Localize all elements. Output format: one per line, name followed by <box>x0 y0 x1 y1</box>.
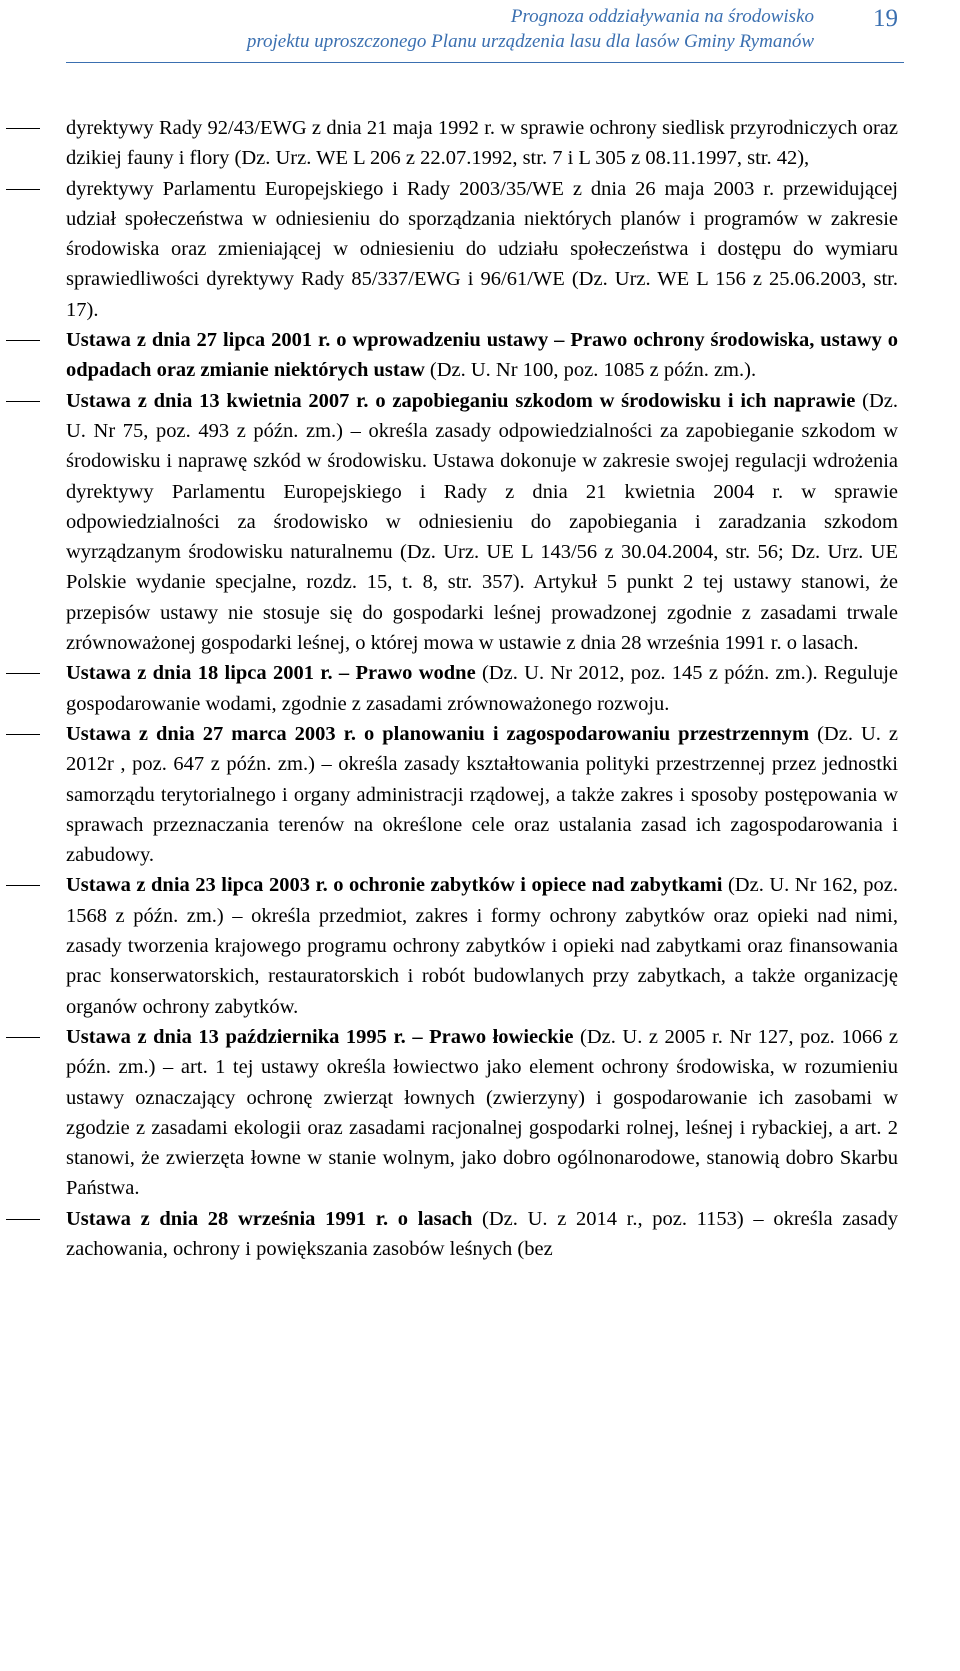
dash-bullet-icon <box>6 870 46 900</box>
item-text: dyrektywy Parlamentu Europejskiego i Rady 2003/35/WE z dnia 26 maja 2003 r. przewidującej udział społeczeństwa w odniesieniu do sporządzania niektórych planów i programów w zakresie środowiska oraz zmieniającej w odniesieniu do udziału społeczeństwa i dostępu do wymiaru sprawiedliwości dyrektywy Rady 85/337/EWG i 96/61/WE (Dz. Urz. WE L 156 z 25.06.2003, str. 17). <box>66 177 898 321</box>
item-text: (Dz. U. z 2005 r. Nr 127, poz. 1066 z późn. zm.) – art. 1 tej ustawy określa łowiectwo jako element ochrony środowiska, w rozumieniu ustawy oznaczający ochronę zwierząt łownych (zwierzyny) i gospodarowanie ich zasobami w zgodzie z zasadami ekologii oraz zasadami racjonalnej gospodarki rolnej, leśnej i rybackiej, a art. 2 stanowi, że zwierzęta łowne w stanie wolnym, jako dobro ogólnonarodowe, stanowią dobro Skarbu Państwa. <box>66 1025 898 1200</box>
item-text: (Dz. U. Nr 75, poz. 493 z późn. zm.) – określa zasady odpowiedzialności za zapobieganie szkodom w środowisku i naprawę szkód w środowisku. Ustawa dokonuje w zakresie swojej regulacji wdrożenia dyrektywy Parlamentu Europejskiego i Rady z dnia 21 kwietnia 2004 r. w sprawie odpowiedzialności za środowisko w odniesieniu do zapobiegania i zaradzania szkodom wyrządzanym środowisku naturalnemu (Dz. Urz. UE L 143/56 z 30.04.2004, str. 56; Dz. Urz. UE Polskie wydanie specjalne, rozdz. 15, t. 8, str. 357). Artykuł 5 punkt 2 tej ustawy stanowi, że przepisów ustawy nie stosuje się do gospodarki leśnej prowadzonej zgodnie z zasadami trwale zrównoważonej gospodarki leśnej, o której mowa w ustawie z dnia 28 września 1991 r. o lasach. <box>66 389 898 655</box>
item-bold-text: Ustawa z dnia 13 października 1995 r. – Prawo łowieckie <box>66 1025 574 1048</box>
document-body <box>0 113 960 1264</box>
item-bold-text: Ustawa z dnia 27 marca 2003 r. o planowaniu i zagospodarowaniu przestrzennym <box>66 722 810 745</box>
running-header <box>247 4 814 54</box>
item-bold-text: Ustawa z dnia 23 lipca 2003 r. o ochronie zabytków i opiece nad zabytkami <box>66 874 723 897</box>
dash-bullet-icon <box>6 113 46 143</box>
list-item <box>0 386 960 659</box>
dash-bullet-icon <box>6 386 46 416</box>
dash-bullet-icon <box>6 325 46 355</box>
item-text: (Dz. U. Nr 162, poz. 1568 z późn. zm.) – określa przedmiot, zakres i formy ochrony zabytków oraz opieki nad nimi, zasady tworzenia krajowego programu ochrony zabytków i opieki nad zabytkami oraz finansowania prac konserwatorskich, restauratorskich i robót budowlanych przy zabytkach, a także organizację organów ochrony zabytków. <box>66 874 899 1018</box>
dash-bullet-icon <box>6 1204 46 1234</box>
item-bold-text: Ustawa z dnia 28 września 1991 r. o lasach <box>66 1207 473 1230</box>
list-item <box>0 1022 960 1204</box>
item-bold-text: Ustawa z dnia 13 kwietnia 2007 r. o zapobieganiu szkodom w środowisku i ich naprawie <box>66 389 856 412</box>
list-item <box>0 658 960 719</box>
dash-bullet-icon <box>6 719 46 749</box>
header-title: Prognoza oddziaływania na środowisko <box>510 6 814 27</box>
item-bold-text: Ustawa z dnia 18 lipca 2001 r. – Prawo wodne <box>66 662 476 685</box>
list-item <box>0 113 960 174</box>
list-item <box>0 870 960 1021</box>
item-text: (Dz. U. Nr 2012, poz. 145 z późn. zm.). Reguluje gospodarowanie wodami, zgodnie z zasadami zrównoważonego rozwoju. <box>66 662 898 715</box>
item-text: (Dz. U. z 2012r , poz. 647 z późn. zm.) – określa zasady kształtowania polityki przestrzennej przez jednostki samorządu terytorialnego i organy administracji rządowej, a także zakres i sposoby postępowania w sprawach przeznaczania terenów na określone cele oraz ustalania zasad ich zagospodarowania i zabudowy. <box>66 722 898 867</box>
header-divider <box>66 62 904 63</box>
page-header <box>0 0 960 68</box>
dash-bullet-icon <box>6 1022 46 1052</box>
item-text: dyrektywy Rady 92/43/EWG z dnia 21 maja 1992 r. w sprawie ochrony siedlisk przyrodniczych oraz dzikiej fauny i flory (Dz. Urz. WE L 206 z 22.07.1992, str. 7 i L 305 z 08.11.1997, str. 42), <box>66 117 898 170</box>
list-item <box>0 325 960 386</box>
dash-bullet-icon <box>6 174 46 204</box>
item-text: (Dz. U. Nr 100, poz. 1085 z późn. zm.). <box>424 359 757 382</box>
item-bold-text: Ustawa z dnia 27 lipca 2001 r. o wprowadzeniu ustawy – Prawo ochrony środowiska, ustawy o odpadach oraz zmianie niektórych ustaw <box>66 329 898 382</box>
header-subtitle: projektu uproszczonego Planu urządzenia lasu dla lasów Gminy Rymanów <box>246 31 814 52</box>
page-number: 19 <box>873 5 898 32</box>
item-text: (Dz. U. z 2014 r., poz. 1153) – określa zasady zachowania, ochrony i powiększania zasobów leśnych (bez <box>66 1207 898 1260</box>
list-item <box>0 719 960 870</box>
list-item <box>0 174 960 325</box>
list-item <box>0 1204 960 1265</box>
dash-bullet-icon <box>6 658 46 688</box>
